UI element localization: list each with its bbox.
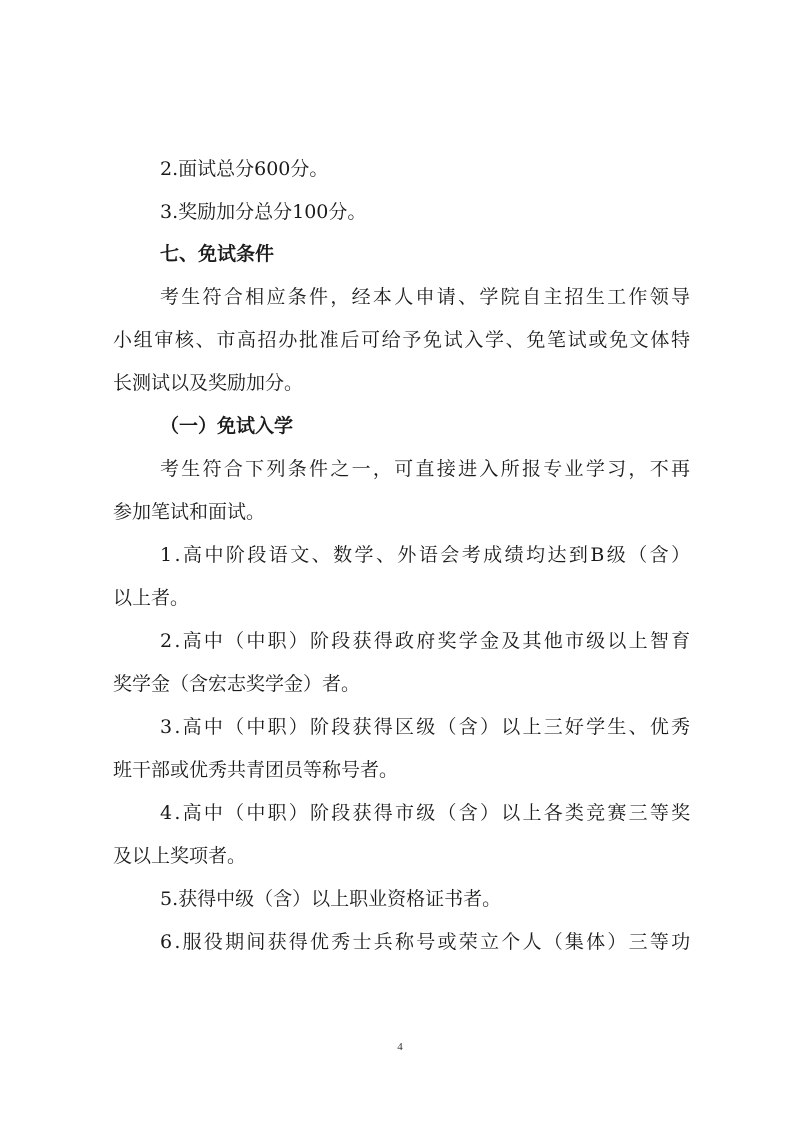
section-heading-exemption: 七、免试条件 (160, 243, 275, 265)
list-item-1-line: 1.高中阶段语文、数学、外语会考成绩均达到B级（含） (160, 544, 693, 566)
list-item-4-line: 4.高中（中职）阶段获得市级（含）以上各类竞赛三等奖 (160, 802, 693, 824)
score-interview-line: 2.面试总分600分。 (160, 158, 329, 180)
list-item-1-continuation: 以上者。 (113, 587, 190, 609)
list-item-5-line: 5.获得中级（含）以上职业资格证书者。 (160, 888, 502, 910)
list-item-4-continuation: 及以上奖项者。 (113, 845, 247, 867)
page-number: 4 (397, 1041, 403, 1053)
list-item-3-line: 3.高中（中职）阶段获得区级（含）以上三好学生、优秀 (160, 716, 693, 738)
score-bonus-line: 3.奖励加分总分100分。 (160, 201, 367, 223)
paragraph-line: 考生符合相应条件，经本人申请、学院自主招生工作领导 (160, 286, 693, 308)
list-item-2-line: 2.高中（中职）阶段获得政府奖学金及其他市级以上智育 (160, 630, 693, 652)
paragraph-line: 长测试以及奖励加分。 (113, 372, 304, 394)
paragraph-line: 考生符合下列条件之一，可直接进入所报专业学习，不再 (160, 458, 693, 480)
paragraph-line: 小组审核、市高招办批准后可给予免试入学、免笔试或免文体特 (113, 329, 692, 351)
list-item-3-continuation: 班干部或优秀共青团员等称号者。 (113, 759, 399, 781)
subsection-heading-exempt-admission: （一）免试入学 (160, 415, 294, 437)
list-item-6-line: 6.服役期间获得优秀士兵称号或荣立个人（集体）三等功 (160, 931, 693, 953)
list-item-2-continuation: 奖学金（含宏志奖学金）者。 (113, 673, 361, 695)
paragraph-line: 参加笔试和面试。 (113, 501, 266, 523)
